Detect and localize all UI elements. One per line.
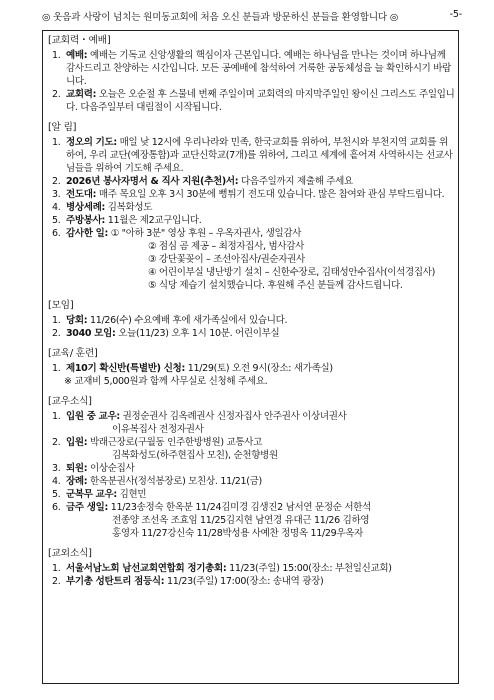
- item-text: 권정순권사 김옥례권사 신정자집사 안주권사 이상녀권사: [119, 411, 347, 422]
- item-text: 김현민: [116, 489, 147, 500]
- item-number: 1.: [52, 411, 61, 422]
- item-body: [66, 575, 455, 588]
- item-label: 주방봉사:: [66, 215, 106, 226]
- list-item: [50, 488, 455, 501]
- list-item: [50, 362, 455, 375]
- item-body: [66, 136, 455, 175]
- item-number: 6.: [52, 228, 61, 239]
- item-number: 2.: [52, 176, 61, 187]
- item-text: 한옥분권사(정석봉장로) 모친상. 11/21(금): [87, 476, 262, 487]
- item-label: 병상세례:: [66, 202, 106, 213]
- item-number: 1.: [52, 315, 61, 326]
- section-title-meeting: [모임]: [48, 300, 74, 311]
- item-label: 서울서남노회 남선교회연합회 정기총회:: [66, 563, 227, 574]
- list-item: [50, 314, 455, 327]
- item-body: [66, 227, 455, 240]
- thanks-list: [50, 240, 455, 292]
- item-body: [66, 436, 455, 449]
- item-text: 11월은 제2교구입니다.: [105, 215, 202, 226]
- item-body: [66, 175, 455, 188]
- list-item: [50, 214, 455, 227]
- list-item: [50, 410, 455, 423]
- item-label: 3040 모임:: [66, 328, 116, 339]
- item-label: 제10기 확신반(특별반) 신청:: [66, 363, 185, 374]
- item-body: [66, 410, 455, 423]
- item-number: 6.: [52, 502, 61, 513]
- section-title-education: [교육/ 훈련]: [48, 348, 98, 359]
- item-body: [66, 327, 455, 340]
- item-body: [66, 201, 455, 214]
- item-label: 2026년 봉사자명서 & 직사 지원(추천)서:: [66, 176, 239, 187]
- section-title-external: [교외소식]: [48, 548, 92, 559]
- list-item: [50, 462, 455, 475]
- page-number: -5-: [449, 9, 462, 20]
- birthday-list: [50, 514, 455, 540]
- item-label: 장례:: [66, 476, 88, 487]
- meeting-list: [50, 314, 455, 340]
- item-text: 예배는 기독교 신앙생활의 핵심이자 근본입니다. 예배는 하나님을 만나는 것이며 하나님께 감사드리고 찬양하는 시간입니다. 모든 공예배에 참석하여 거룩한 공동체성을 늘 확인하시기 바랍니다.: [66, 50, 451, 87]
- thanks-line: ③ 강단꽃꽂이 – 조선아집사/권순자권사: [148, 254, 305, 265]
- item-number: 2.: [52, 576, 61, 587]
- list-item: [50, 501, 455, 514]
- birthday-line: 전종양 조선옥 조효임 11/25김지현 남연경 유대근 11/26 김하영: [112, 515, 370, 526]
- item-label: 부기총 성탄트리 점등식:: [66, 576, 165, 587]
- list-item: [50, 49, 455, 88]
- item-body: [66, 488, 455, 501]
- item-label: 교회력:: [66, 89, 97, 100]
- item-continuation: 이유복집사 전정자권사: [112, 424, 204, 435]
- item-text: 다음주일까지 제출해 주세요: [238, 176, 353, 187]
- item-text: 매일 낮 12시에 우리나라와 민족, 한국교회를 위하여, 부천시와 부천지역 교회를 위하여, 우리 교단(예장통합)과 교단신학교(7개)를 위하여, 그리고 세계에 흩어져 사역하시는 선교사님들을 위하여 기도해 주세요.: [66, 137, 453, 174]
- list-item: [50, 327, 455, 340]
- list-item: [50, 475, 455, 488]
- item-body: [66, 475, 455, 488]
- item-body: [66, 501, 455, 514]
- item-text: 11/23(주일) 15:00(장소: 부천일신교회): [226, 563, 392, 574]
- item-label: 입원 중 교우:: [66, 411, 120, 422]
- item-label: 예배:: [66, 50, 88, 61]
- page-header: [42, 9, 462, 25]
- list-item: [50, 175, 455, 188]
- thanks-line: ② 점심 곰 제공 – 최정자집사, 범사감사: [148, 241, 304, 252]
- item-number: 3.: [52, 463, 61, 474]
- item-text: 11/23(주일) 17:00(장소: 송내역 광장): [164, 576, 324, 587]
- item-label: 군복무 교우:: [66, 489, 117, 500]
- item-continuation: 김복화성도(하주현집사 모친), 순천향병원: [112, 450, 278, 461]
- item-number: 1.: [52, 563, 61, 574]
- news-list: [50, 136, 455, 240]
- list-item: [50, 227, 455, 240]
- item-body: [66, 462, 455, 475]
- item-text: 박래근장로(구월동 인주한방병원) 교통사고: [87, 437, 263, 448]
- item-body: [66, 314, 455, 327]
- item-text: 김복화성도: [105, 202, 153, 213]
- item-number: 2.: [52, 437, 61, 448]
- section-title-worship: [교회력・예배]: [48, 35, 111, 46]
- item-number: 1.: [52, 50, 61, 61]
- welcome-text: ◎ 웃음과 사랑이 넘치는 원미동교회에 처음 오신 분들과 방문하신 분들을 환영합니다 ◎: [42, 12, 398, 23]
- list-item: [50, 575, 455, 588]
- item-body: [66, 88, 455, 114]
- list-item: [50, 562, 455, 575]
- list-item: [50, 436, 455, 449]
- item-number: 3.: [52, 189, 61, 200]
- item-label: 정오의 기도:: [66, 137, 117, 148]
- list-item: [50, 136, 455, 175]
- item-label: 전도대:: [66, 189, 97, 200]
- item-number: 2.: [52, 89, 61, 100]
- birthday-line: 홍영자 11/27강신숙 11/28박성용 사예찬 정명옥 11/29우옥자: [112, 528, 364, 539]
- item-text: 11/26(수) 수요예배 후에 새가족실에서 있습니다.: [87, 315, 288, 326]
- item-body: [66, 188, 455, 201]
- list-item: [50, 201, 455, 214]
- list-item: [50, 88, 455, 114]
- item-body: [66, 49, 455, 88]
- item-number: 4.: [52, 476, 61, 487]
- item-text: ① "아하 3분" 영상 후원 – 우옥자권사, 생일감사: [108, 228, 302, 239]
- item-text: 이상순집사: [87, 463, 135, 474]
- item-text: 오늘(11/23) 오후 1시 10분. 어린이부실: [115, 328, 280, 339]
- item-body: [66, 214, 455, 227]
- section-title-news: [알 림]: [48, 122, 77, 133]
- list-item: [50, 188, 455, 201]
- item-label: 당회:: [66, 315, 88, 326]
- item-label: 감사한 일:: [66, 228, 109, 239]
- worship-list: [50, 49, 455, 114]
- item-number: 1.: [52, 363, 61, 374]
- item-text: 11/29(토) 오전 9시(장소: 새가족실): [185, 363, 333, 374]
- thanks-line: ④ 어린이부실 냉난방기 설치 – 신한수장로, 김태성안수집사(이석경집사): [148, 267, 436, 278]
- item-body: [66, 362, 455, 375]
- item-number: 4.: [52, 202, 61, 213]
- education-note: ※ 교재비 5,000원과 함께 사무실로 신청해 주세요.: [64, 376, 268, 387]
- item-label: 금주 생일:: [66, 502, 109, 513]
- item-number: 2.: [52, 328, 61, 339]
- bulletin-content: [50, 34, 455, 588]
- thanks-line: ⑤ 식당 제습기 설치했습니다. 후원해 주신 분들께 감사드립니다.: [148, 280, 403, 291]
- item-label: 입원:: [66, 437, 88, 448]
- item-body: [66, 562, 455, 575]
- item-number: 5.: [52, 489, 61, 500]
- section-title-members: [교우소식]: [48, 396, 92, 407]
- item-text: 11/23송정숙 한옥분 11/24김미경 김생진2 남서연 문정순 서한석: [108, 502, 371, 513]
- external-list: [50, 562, 455, 588]
- education-list: [50, 362, 455, 375]
- item-label: 퇴원:: [66, 463, 88, 474]
- item-number: 5.: [52, 215, 61, 226]
- item-text: 매주 목요일 오후 3시 30분에 뻥튀기 전도대 있습니다. 많은 참여와 관심 부탁드립니다.: [96, 189, 445, 200]
- item-text: 오늘은 오순절 후 스물네 번째 주일이며 교회력의 마지막주일인 왕이신 그리스도 주일입니다. 다음주일부터 대림절이 시작됩니다.: [66, 89, 455, 113]
- item-number: 1.: [52, 137, 61, 148]
- members-list: [50, 410, 455, 514]
